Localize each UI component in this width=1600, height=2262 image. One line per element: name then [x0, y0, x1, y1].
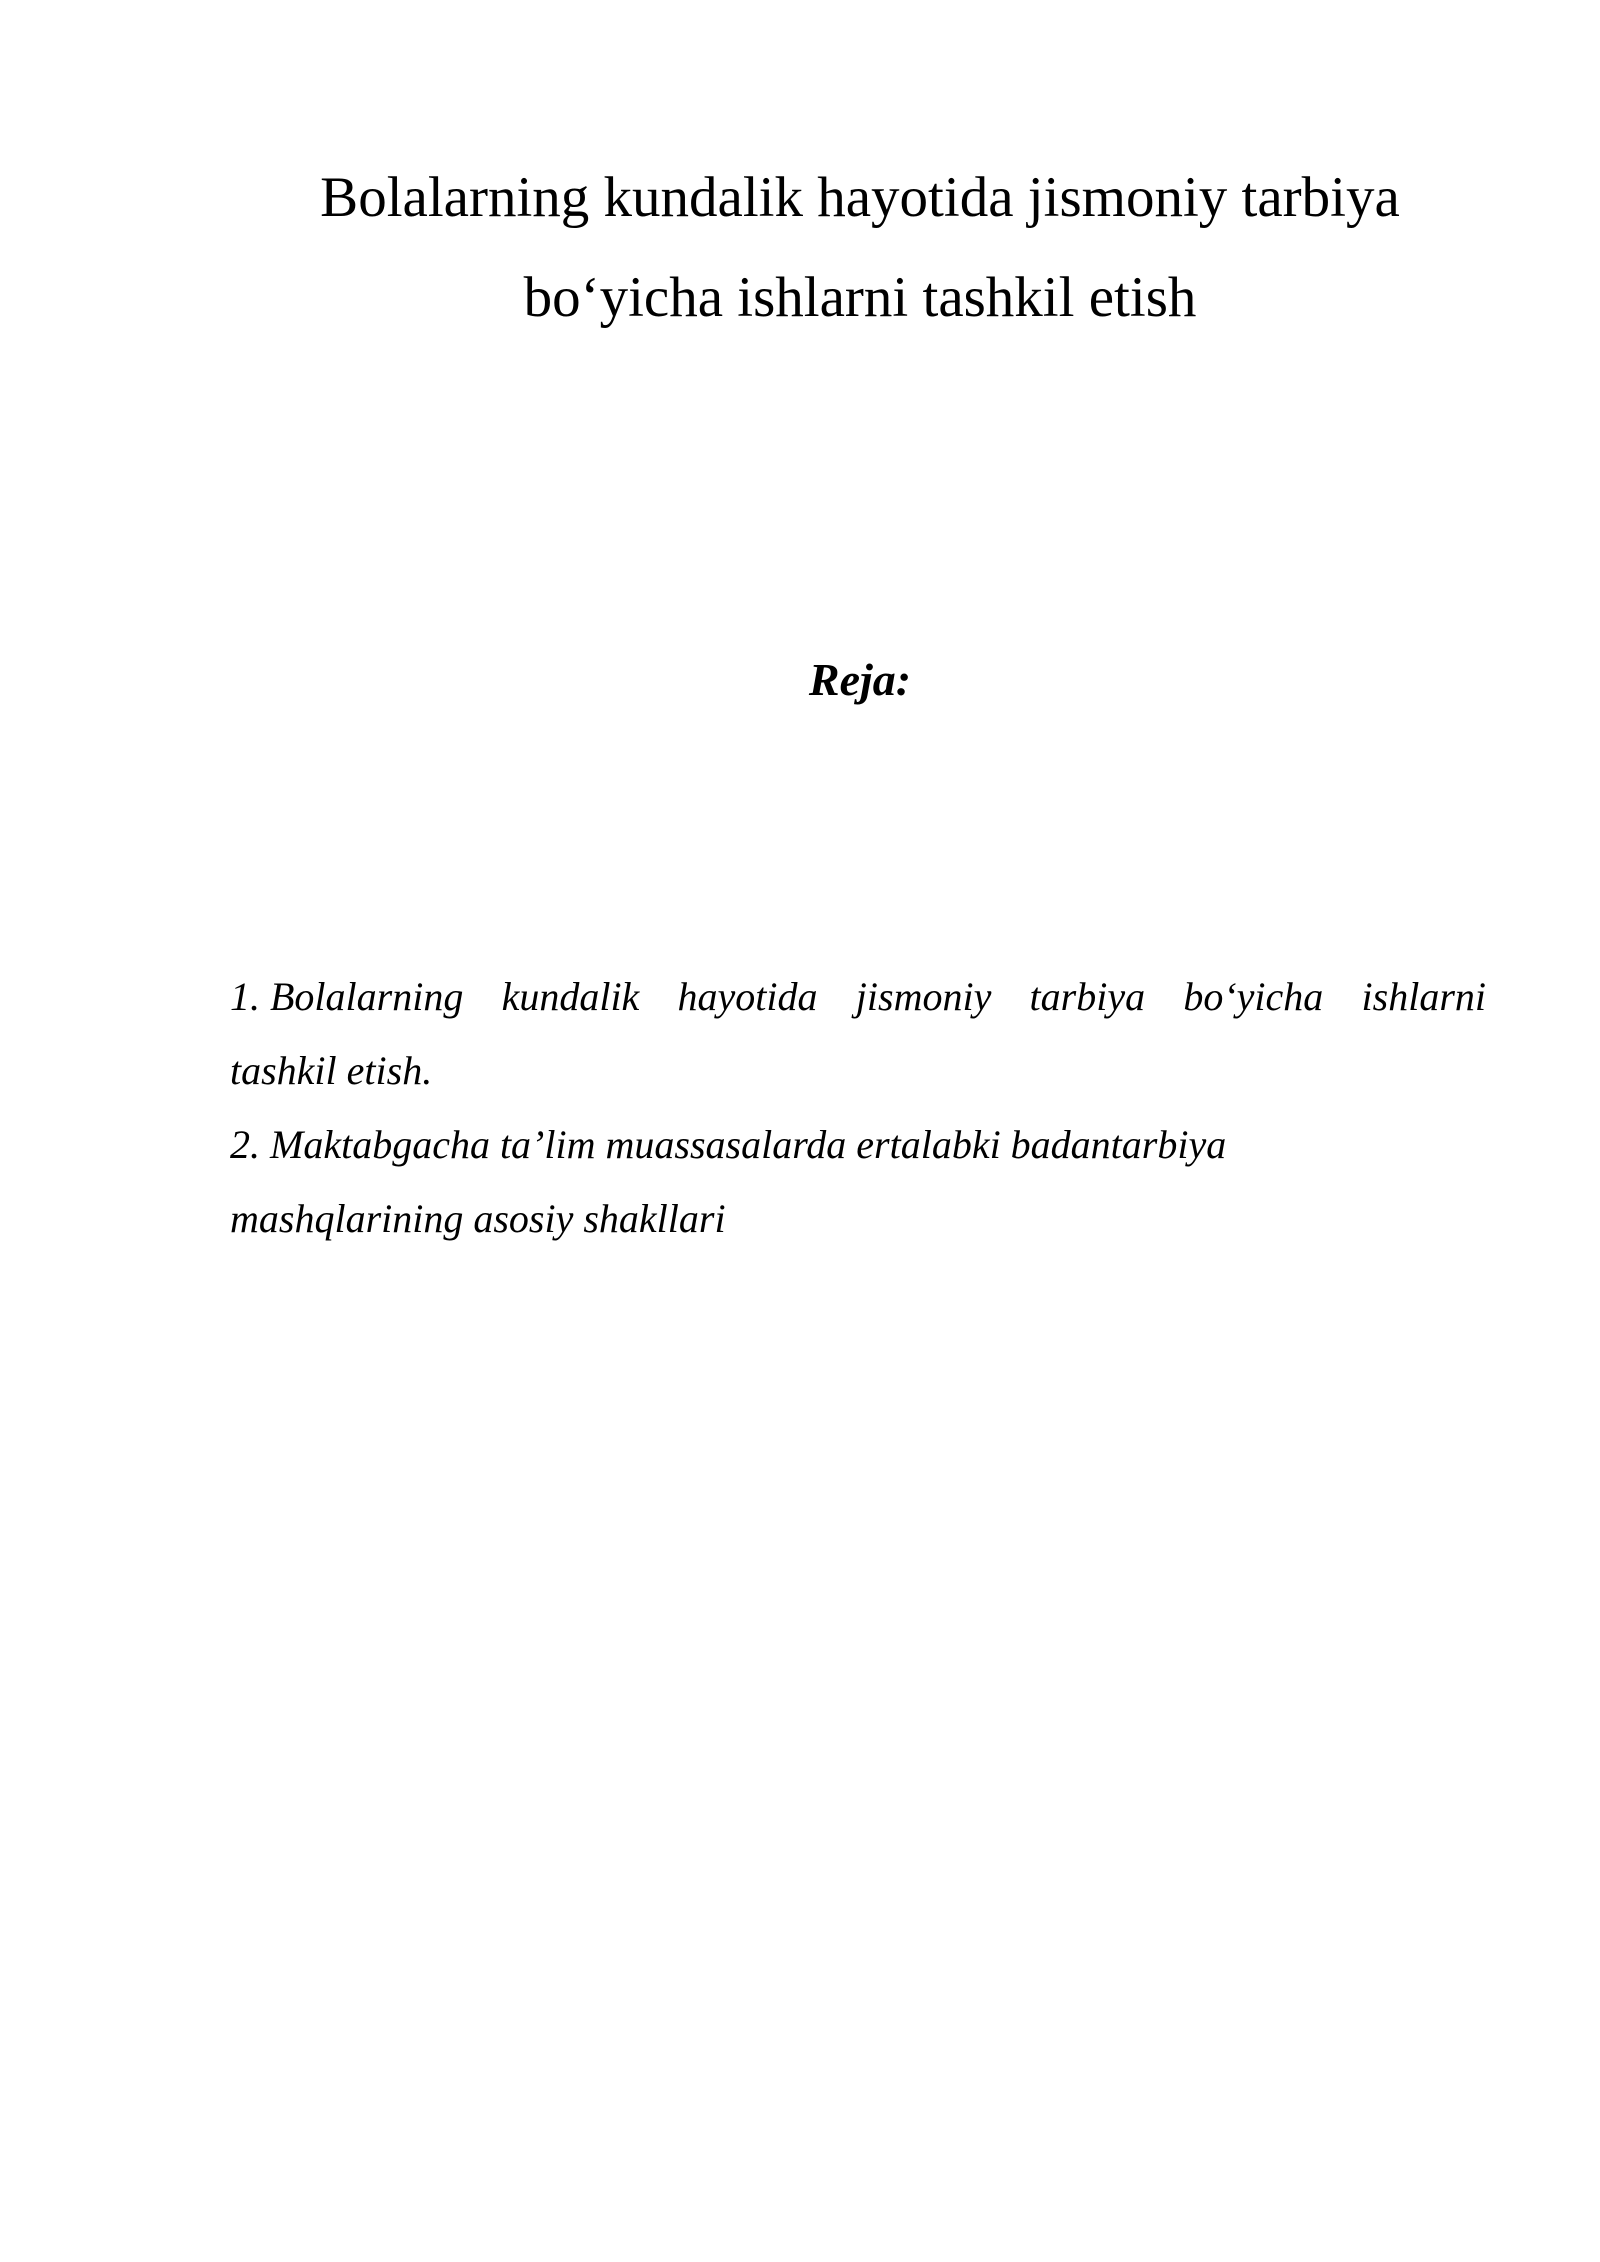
title-line-1: Bolalarning kundalik hayotida jismoniy tarbiya [320, 166, 1400, 229]
plan-item-1-line-2: tashkil etish. [230, 1048, 433, 1093]
plan-item-2 [230, 1108, 1486, 1256]
plan-heading: Reja: [808, 654, 912, 705]
plan-list [230, 960, 1486, 1256]
plan-item-1-line-1 [230, 960, 1486, 1034]
plan-item-2-number: 2. [230, 1122, 260, 1167]
plan-item-1-number: 1. [230, 974, 260, 1019]
plan-item-1-text-1: Bolalarning kundalik hayotida jismoniy tarbiya bo‘yicha ishlarni [270, 974, 1486, 1019]
document-title [230, 148, 1490, 348]
plan-item-2-text-1: Maktabgacha ta’lim muassasalarda ertalabki badantarbiya [270, 1122, 1227, 1167]
title-line-2: bo‘yicha ishlarni tashkil etish [523, 266, 1197, 329]
plan-item-1 [230, 960, 1486, 1108]
plan-item-2-line-2: mashqlarining asosiy shakllari [230, 1196, 726, 1241]
plan-item-2-line-1 [230, 1108, 1486, 1182]
